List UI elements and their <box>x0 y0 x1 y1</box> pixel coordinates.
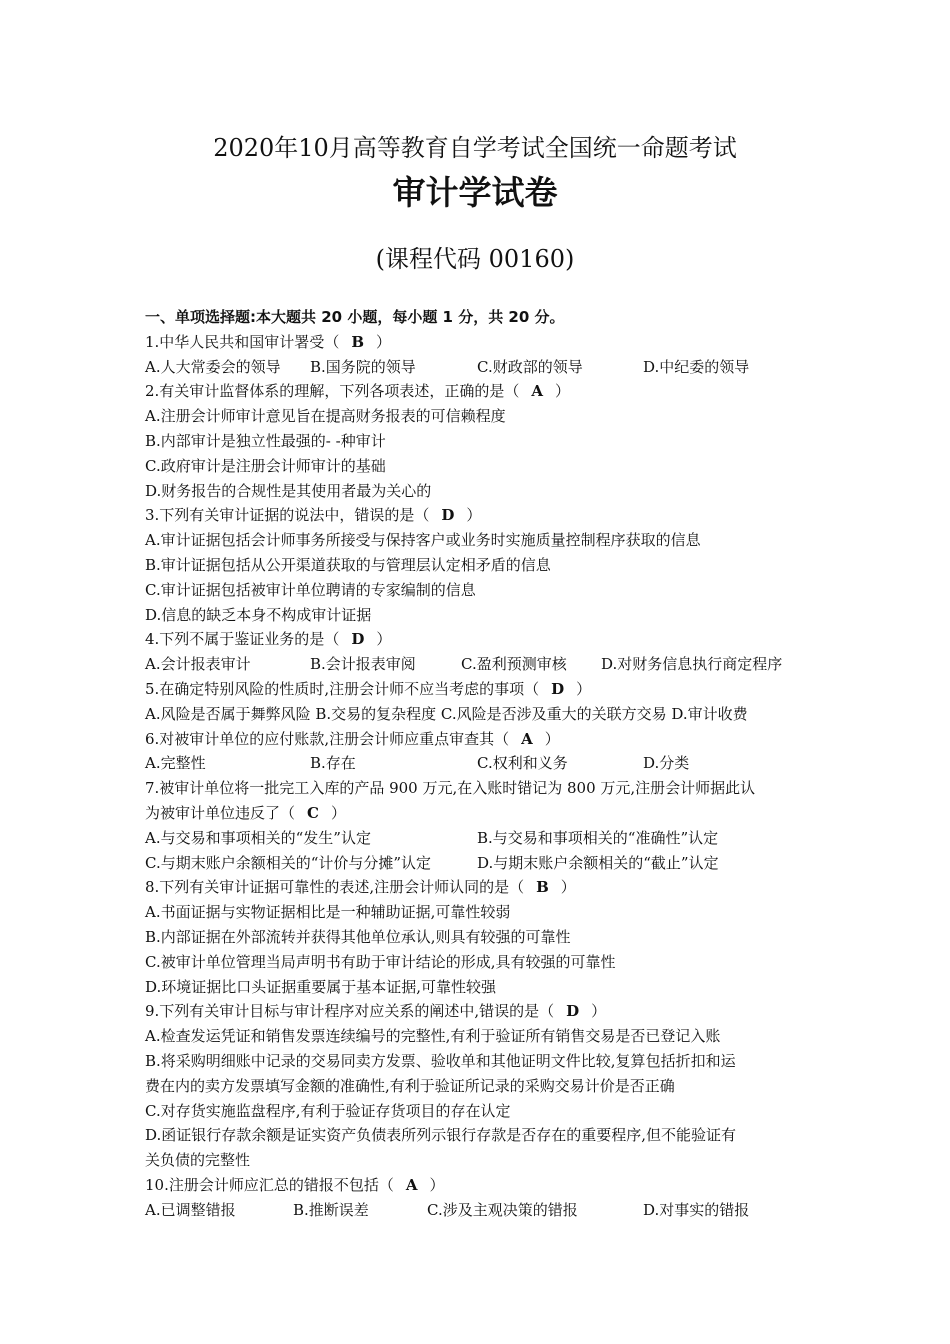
exam-title: 2020年10月高等教育自学考试全国统一命题考试 <box>213 134 737 162</box>
text-line: 关负债的完整性 <box>145 1151 251 1170</box>
option: A.会计报表审计 <box>145 655 251 674</box>
bracket-close: ） <box>554 382 570 401</box>
question-text: 为被审计单位违反了（ <box>145 803 296 822</box>
option: A.与交易和事项相关的“发生”认定 <box>145 828 371 847</box>
options-row <box>145 751 815 776</box>
question-text: 8.下列有关审计证据可靠性的表述,注册会计师认同的是（ <box>145 878 525 897</box>
option: B.存在 <box>310 754 356 773</box>
text-line: D.信息的缺乏本身不构成审计证据 <box>145 605 372 624</box>
question-text: 5.在确定特别风险的性质时,注册会计师不应当考虑的事项（ <box>145 679 540 698</box>
option: C.财政部的领导 <box>477 357 583 376</box>
answer-key: D <box>566 1002 580 1021</box>
option: D.分类 <box>643 754 690 773</box>
text-line: A.检查发运凭证和销售发票连续编号的完整性,有利于验证所有销售交易是否已登记入账 <box>145 1027 721 1046</box>
question-stem <box>145 330 815 355</box>
bracket-close: ） <box>576 679 592 698</box>
answer-key: A <box>405 1175 418 1194</box>
option: C.权利和义务 <box>477 754 568 773</box>
answer-key: C <box>307 803 319 822</box>
option: C.与期末账户余额相关的“计价与分摊”认定 <box>145 853 432 872</box>
question-stem <box>145 379 815 404</box>
text-line: A.书面证据与实物证据相比是一种辅助证据,可靠性较弱 <box>145 903 511 922</box>
text-line: B.将采购明细账中记录的交易同卖方发票、验收单和其他证明文件比较,复算包括折扣和运 <box>145 1051 736 1070</box>
answer-key: B <box>536 878 549 897</box>
option: B.国务院的领导 <box>310 357 416 376</box>
section-heading: 一、单项选择题:本大题共 20 小题，每小题 1 分，共 20 分。 <box>145 308 565 326</box>
question-stem <box>145 999 815 1024</box>
paper-title: 审计学试卷 <box>392 173 558 212</box>
option: C.盈利预测审核 <box>461 655 567 674</box>
text-line: D.财务报告的合规性是其使用者最为关心的 <box>145 481 432 500</box>
answer-key: B <box>351 332 365 351</box>
question-stem <box>145 503 815 528</box>
question-list <box>145 305 815 1222</box>
text-line: D.环境证据比口头证据重要属于基本证据,可靠性较强 <box>145 977 497 996</box>
option: D.中纪委的领导 <box>643 357 750 376</box>
text-line: B.审计证据包括从公开渠道获取的与管理层认定相矛盾的信息 <box>145 555 551 574</box>
option: A.人大常委会的领导 <box>145 357 281 376</box>
question-stem <box>145 727 815 752</box>
text-line: 7.被审计单位将一批完工入库的产品 900 万元,在入账时错记为 800 万元,注册会计师据此认 <box>145 779 756 798</box>
text-line: B.内部审计是独立性最强的- -种审计 <box>145 431 386 450</box>
answer-key: D <box>551 679 565 698</box>
course-code: (课程代码 00160) <box>375 245 575 273</box>
answer-key: D <box>441 506 455 525</box>
option: B.推断误差 <box>293 1200 369 1219</box>
bracket-close: ） <box>330 803 346 822</box>
option: A.已调整错报 <box>145 1200 236 1219</box>
question-stem <box>145 627 815 652</box>
option: B.与交易和事项相关的“准确性”认定 <box>477 828 719 847</box>
question-text: 6.对被审计单位的应付账款,注册会计师应重点审查其（ <box>145 729 510 748</box>
text-line: A.风险是否属于舞弊风险 B.交易的复杂程度 C.风险是否涉及重大的关联方交易 D.审计收费 <box>145 704 748 723</box>
answer-key: A <box>521 729 533 748</box>
answer-key: D <box>351 630 365 649</box>
option: D.对财务信息执行商定程序 <box>601 655 783 674</box>
options-row <box>145 826 815 851</box>
answer-key: A <box>531 382 543 401</box>
text-line: D.函证银行存款余额是证实资产负债表所列示银行存款是否存在的重要程序,但不能验证有 <box>145 1126 737 1145</box>
question-stem <box>145 875 815 900</box>
option: B.会计报表审阅 <box>310 655 416 674</box>
bracket-close: ） <box>560 878 576 897</box>
question-stem <box>145 801 815 826</box>
options-row <box>145 652 815 677</box>
option: C.涉及主观决策的错报 <box>427 1200 578 1219</box>
bracket-close: ） <box>591 1002 607 1021</box>
options-row <box>145 1198 815 1223</box>
text-line: 费在内的卖方发票填写金额的准确性,有利于验证所记录的采购交易计价是否正确 <box>145 1076 675 1095</box>
question-text: 2.有关审计监督体系的理解，下列各项表述，正确的是（ <box>145 382 520 401</box>
question-text: 10.注册会计师应汇总的错报不包括（ <box>145 1175 394 1194</box>
bracket-close: ） <box>376 332 392 351</box>
text-line: C.审计证据包括被审计单位聘请的专家编制的信息 <box>145 580 476 599</box>
option: A.完整性 <box>145 754 206 773</box>
bracket-close: ） <box>429 1175 445 1194</box>
question-text: 1.中华人民共和国审计署受（ <box>145 332 340 351</box>
question-stem <box>145 1173 815 1198</box>
question-text: 9.下列有关审计目标与审计程序对应关系的阐述中,错误的是（ <box>145 1002 555 1021</box>
question-text: 3.下列有关审计证据的说法中，错误的是（ <box>145 506 430 525</box>
options-row <box>145 355 815 380</box>
bracket-close: ） <box>376 630 392 649</box>
question-stem <box>145 677 815 702</box>
text-line: C.对存货实施监盘程序,有利于验证存货项目的存在认定 <box>145 1101 511 1120</box>
option: D.对事实的错报 <box>643 1200 750 1219</box>
text-line: B.内部证据在外部流转并获得其他单位承认,则具有较强的可靠性 <box>145 927 571 946</box>
text-line: C.政府审计是注册会计师审计的基础 <box>145 456 386 475</box>
option: D.与期末账户余额相关的“截止”认定 <box>477 853 719 872</box>
bracket-close: ） <box>466 506 482 525</box>
bracket-close: ） <box>544 729 560 748</box>
text-line: A.审计证据包括会计师事务所接受与保持客户或业务时实施质量控制程序获取的信息 <box>145 531 701 550</box>
options-row <box>145 851 815 876</box>
text-line: A.注册会计师审计意见旨在提高财务报表的可信赖程度 <box>145 407 506 426</box>
text-line: C.被审计单位管理当局声明书有助于审计结论的形成,具有较强的可靠性 <box>145 952 616 971</box>
question-text: 4.下列不属于鉴证业务的是（ <box>145 630 340 649</box>
